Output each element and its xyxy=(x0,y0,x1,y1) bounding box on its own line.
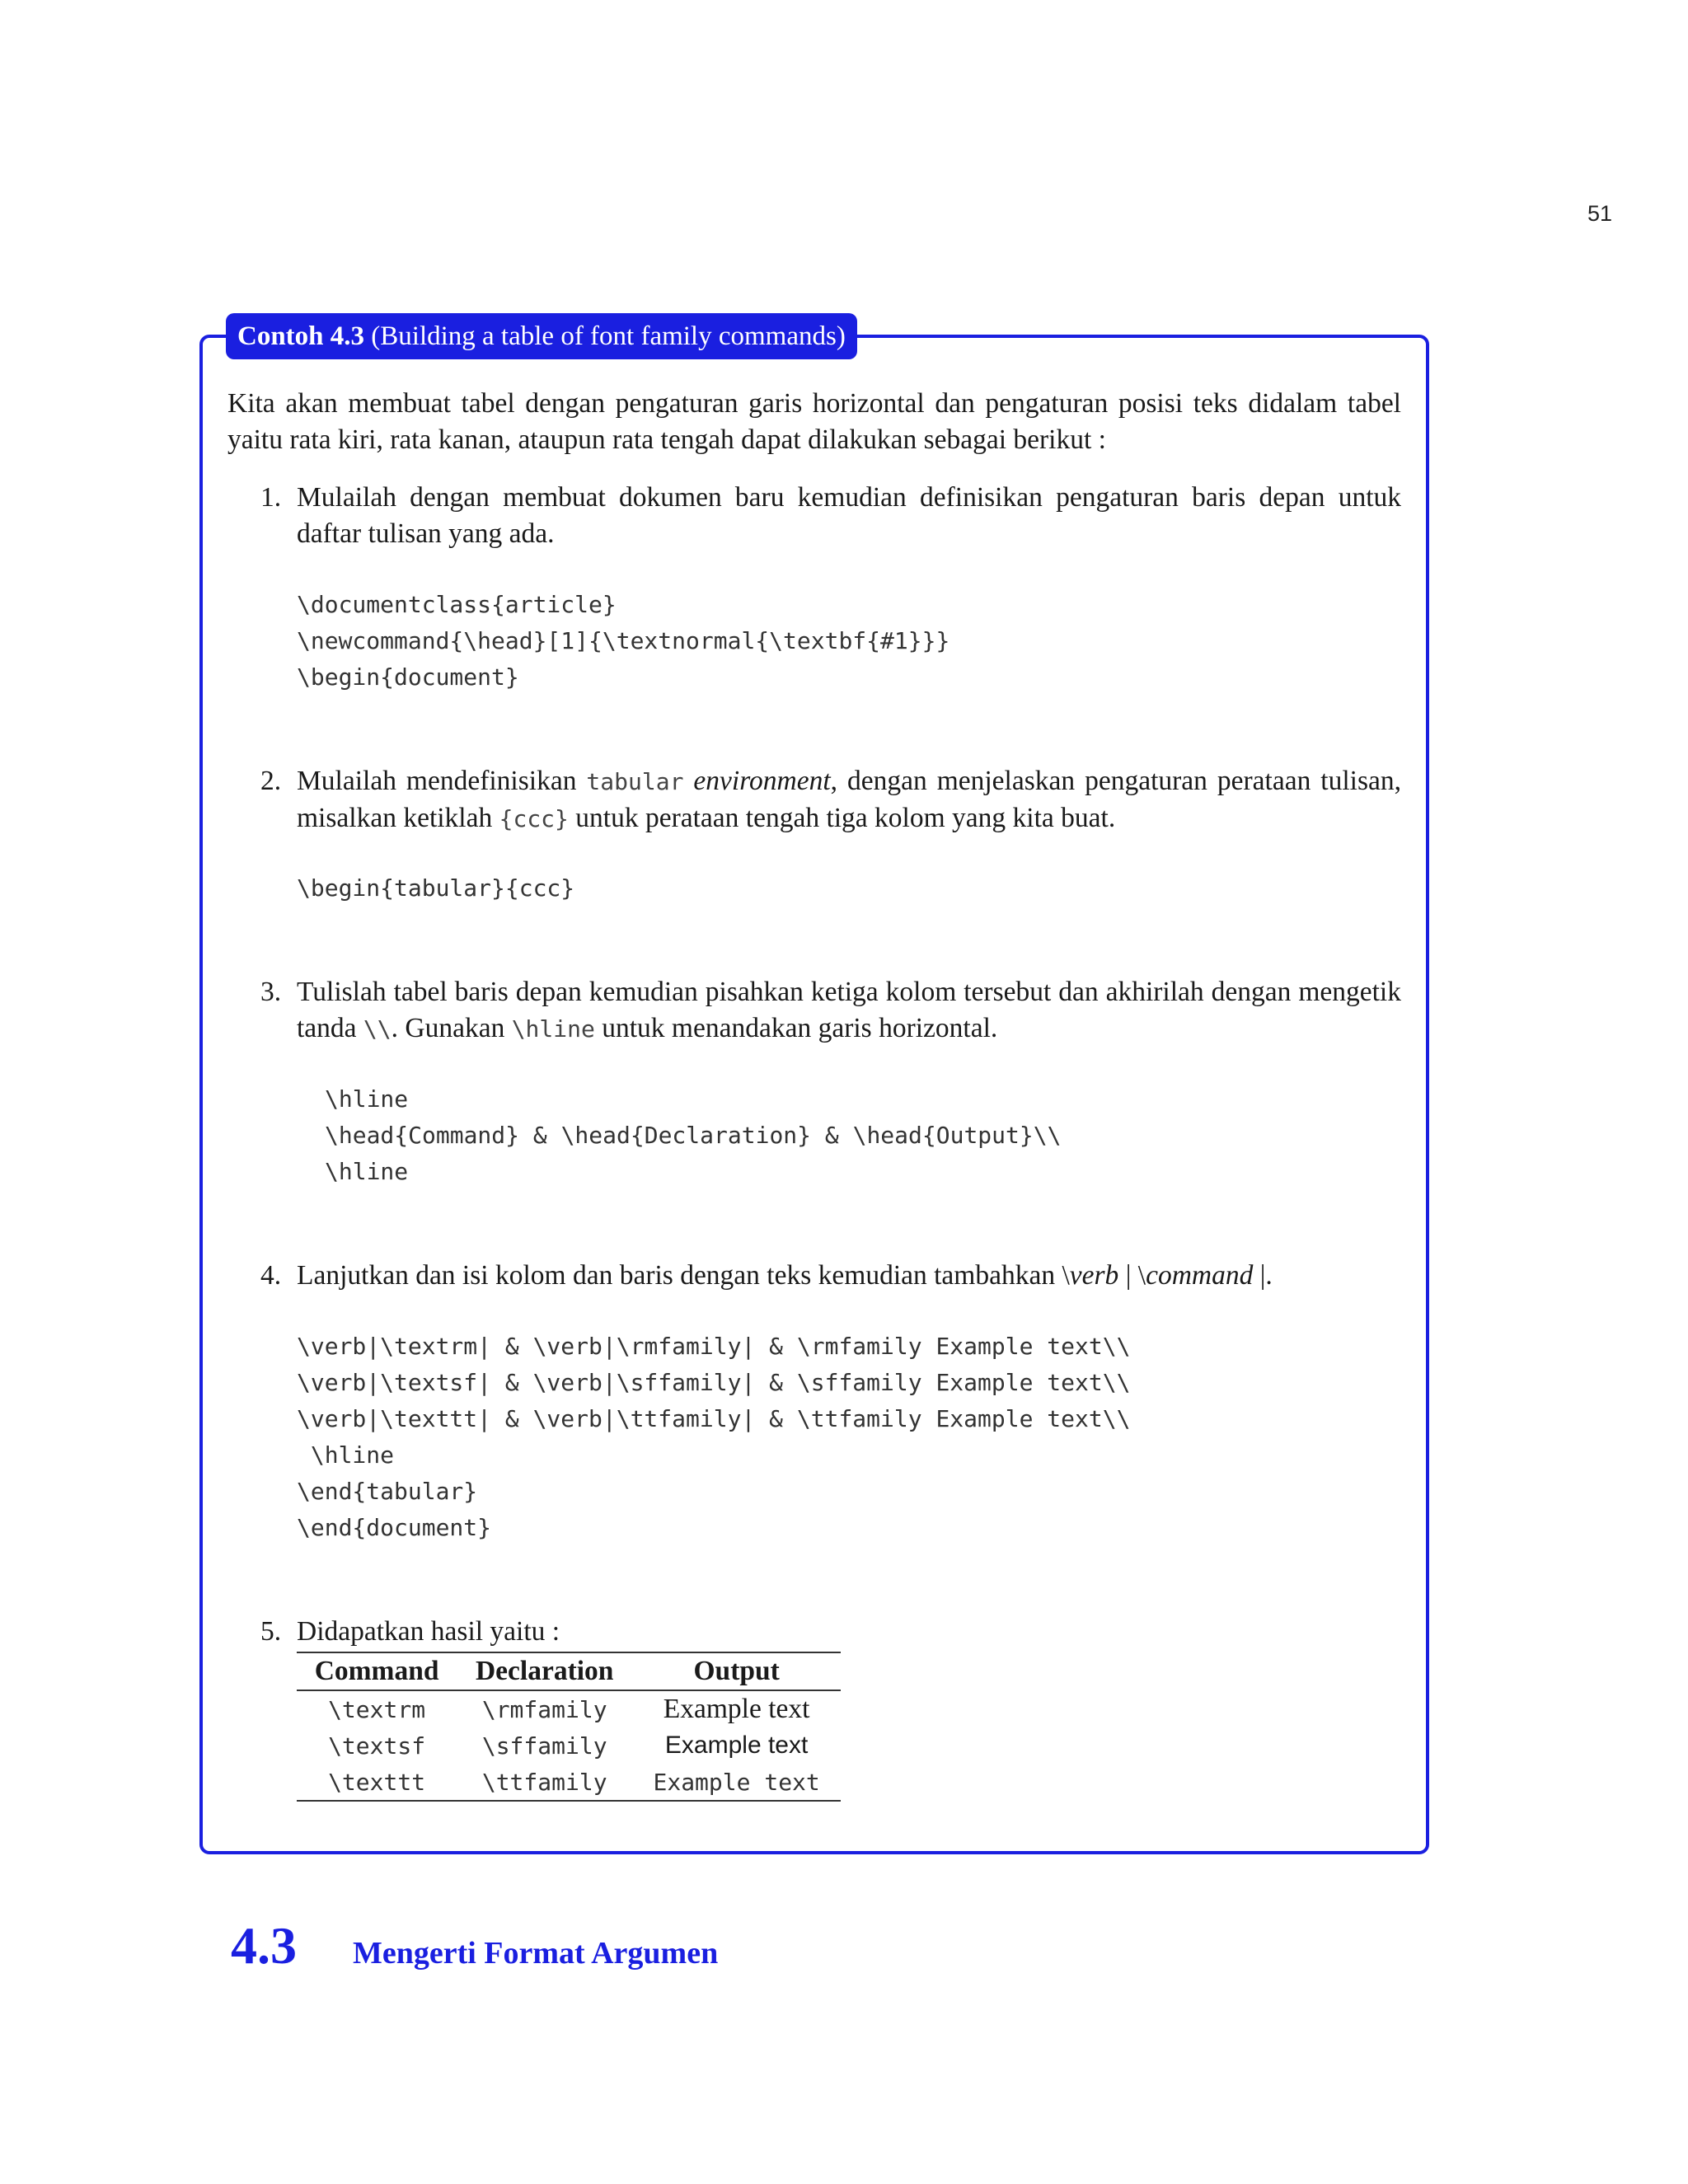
step-1-code: \documentclass{article} \newcommand{\head}[1]{\textnormal{\textbf{#1}}} \begin{document} xyxy=(297,591,950,691)
step-3-text xyxy=(297,974,1401,1047)
step-2-text-c: , dengan menjelaskan pengaturan perataan tulisan, misalkan ketiklah xyxy=(297,766,1402,833)
section-number: 4.3 xyxy=(231,1916,297,1975)
step-3-inline-code-hline: \hline xyxy=(511,1015,595,1043)
result-table-header: Command xyxy=(297,1652,457,1690)
step-4-number: 4. xyxy=(260,1260,282,1291)
step-2-inline-code-tabular: tabular xyxy=(586,768,684,795)
step-3-text-c: untuk menandakan garis horizontal. xyxy=(594,1013,998,1043)
step-3-inline-code-backslashes: \\ xyxy=(363,1015,392,1043)
example-label: Contoh 4.3 xyxy=(237,321,365,351)
step-2-number: 2. xyxy=(260,766,282,796)
example-title: (Building a table of font family commands) xyxy=(371,321,846,351)
table-cell: \ttfamily xyxy=(457,1764,632,1801)
step-3-text-a: Tulislah tabel baris depan kemudian pisahkan ketiga kolom tersebut dan akhirilah dengan mengetik tanda xyxy=(297,977,1401,1043)
result-table-header: Declaration xyxy=(457,1652,632,1690)
step-1-text: Mulailah dengan membuat dokumen baru kemudian definisikan pengaturan baris depan untuk daftar tulisan yang ada. xyxy=(297,482,1401,549)
step-4-verb: verb xyxy=(1069,1260,1119,1291)
step-3-text-b: . Gunakan xyxy=(391,1013,512,1043)
step-2-text-d: untuk perataan tengah tiga kolom yang kita buat. xyxy=(568,803,1116,833)
table-cell: \rmfamily xyxy=(481,1695,607,1723)
step-4-text-e: |. xyxy=(1253,1260,1273,1291)
step-4-command: command xyxy=(1146,1260,1254,1291)
step-5-text: Didapatkan hasil yaitu : xyxy=(297,1616,560,1647)
step-2-text-a: Mulailah mendefinisikan xyxy=(297,766,587,796)
step-3-code: \hline \head{Command} & \head{Declaration} & \head{Output}\\ \hline xyxy=(325,1085,1062,1185)
example-header xyxy=(226,313,857,359)
page-number: 51 xyxy=(1587,201,1612,226)
section-title: Mengerti Format Argumen xyxy=(353,1936,719,1971)
table-row xyxy=(297,1690,841,1727)
step-4-text xyxy=(297,1258,1401,1294)
result-table xyxy=(297,1652,841,1802)
step-4-text-c: | \ xyxy=(1118,1260,1146,1291)
table-cell: \sffamily xyxy=(481,1732,607,1760)
table-cell: \texttt xyxy=(297,1764,457,1801)
step-2-code: \begin{tabular}{ccc} xyxy=(297,874,575,902)
table-row xyxy=(297,1764,841,1801)
step-1-number: 1. xyxy=(260,482,282,513)
table-row xyxy=(297,1727,841,1764)
example-intro: Kita akan membuat tabel dengan pengaturan garis horizontal dan pengaturan posisi teks didalam tabel yaitu rata kiri, rata kanan, ataupun rata tengah dapat dilakukan sebagai berikut : xyxy=(227,388,1401,455)
table-cell: Example text xyxy=(632,1764,841,1801)
step-3-number: 3. xyxy=(260,977,282,1007)
table-cell: Example text xyxy=(663,1694,810,1724)
step-4-text-a: Lanjutkan dan isi kolom dan baris dengan teks kemudian tambahkan \ xyxy=(297,1260,1070,1291)
step-2-inline-code-ccc: {ccc} xyxy=(499,805,569,832)
table-cell: Example text xyxy=(664,1732,809,1759)
result-table-header-row xyxy=(297,1652,841,1690)
step-2-environment: environment xyxy=(693,766,831,796)
table-cell: \textsf xyxy=(328,1732,426,1760)
step-4-code: \verb|\textrm| & \verb|\rmfamily| & \rmfamily Example text\\ \verb|\textsf| & \verb|\sffamily| & \sffamily Example text\\ \verb|\texttt| & \verb|\ttfamily| & \ttfamily Example text\\ \hline \end{tabular} \end{document} xyxy=(297,1333,1131,1541)
step-5-number: 5. xyxy=(260,1616,282,1647)
result-table-header: Output xyxy=(632,1652,841,1690)
step-2-text xyxy=(297,763,1401,837)
table-cell: \textrm xyxy=(328,1695,426,1723)
